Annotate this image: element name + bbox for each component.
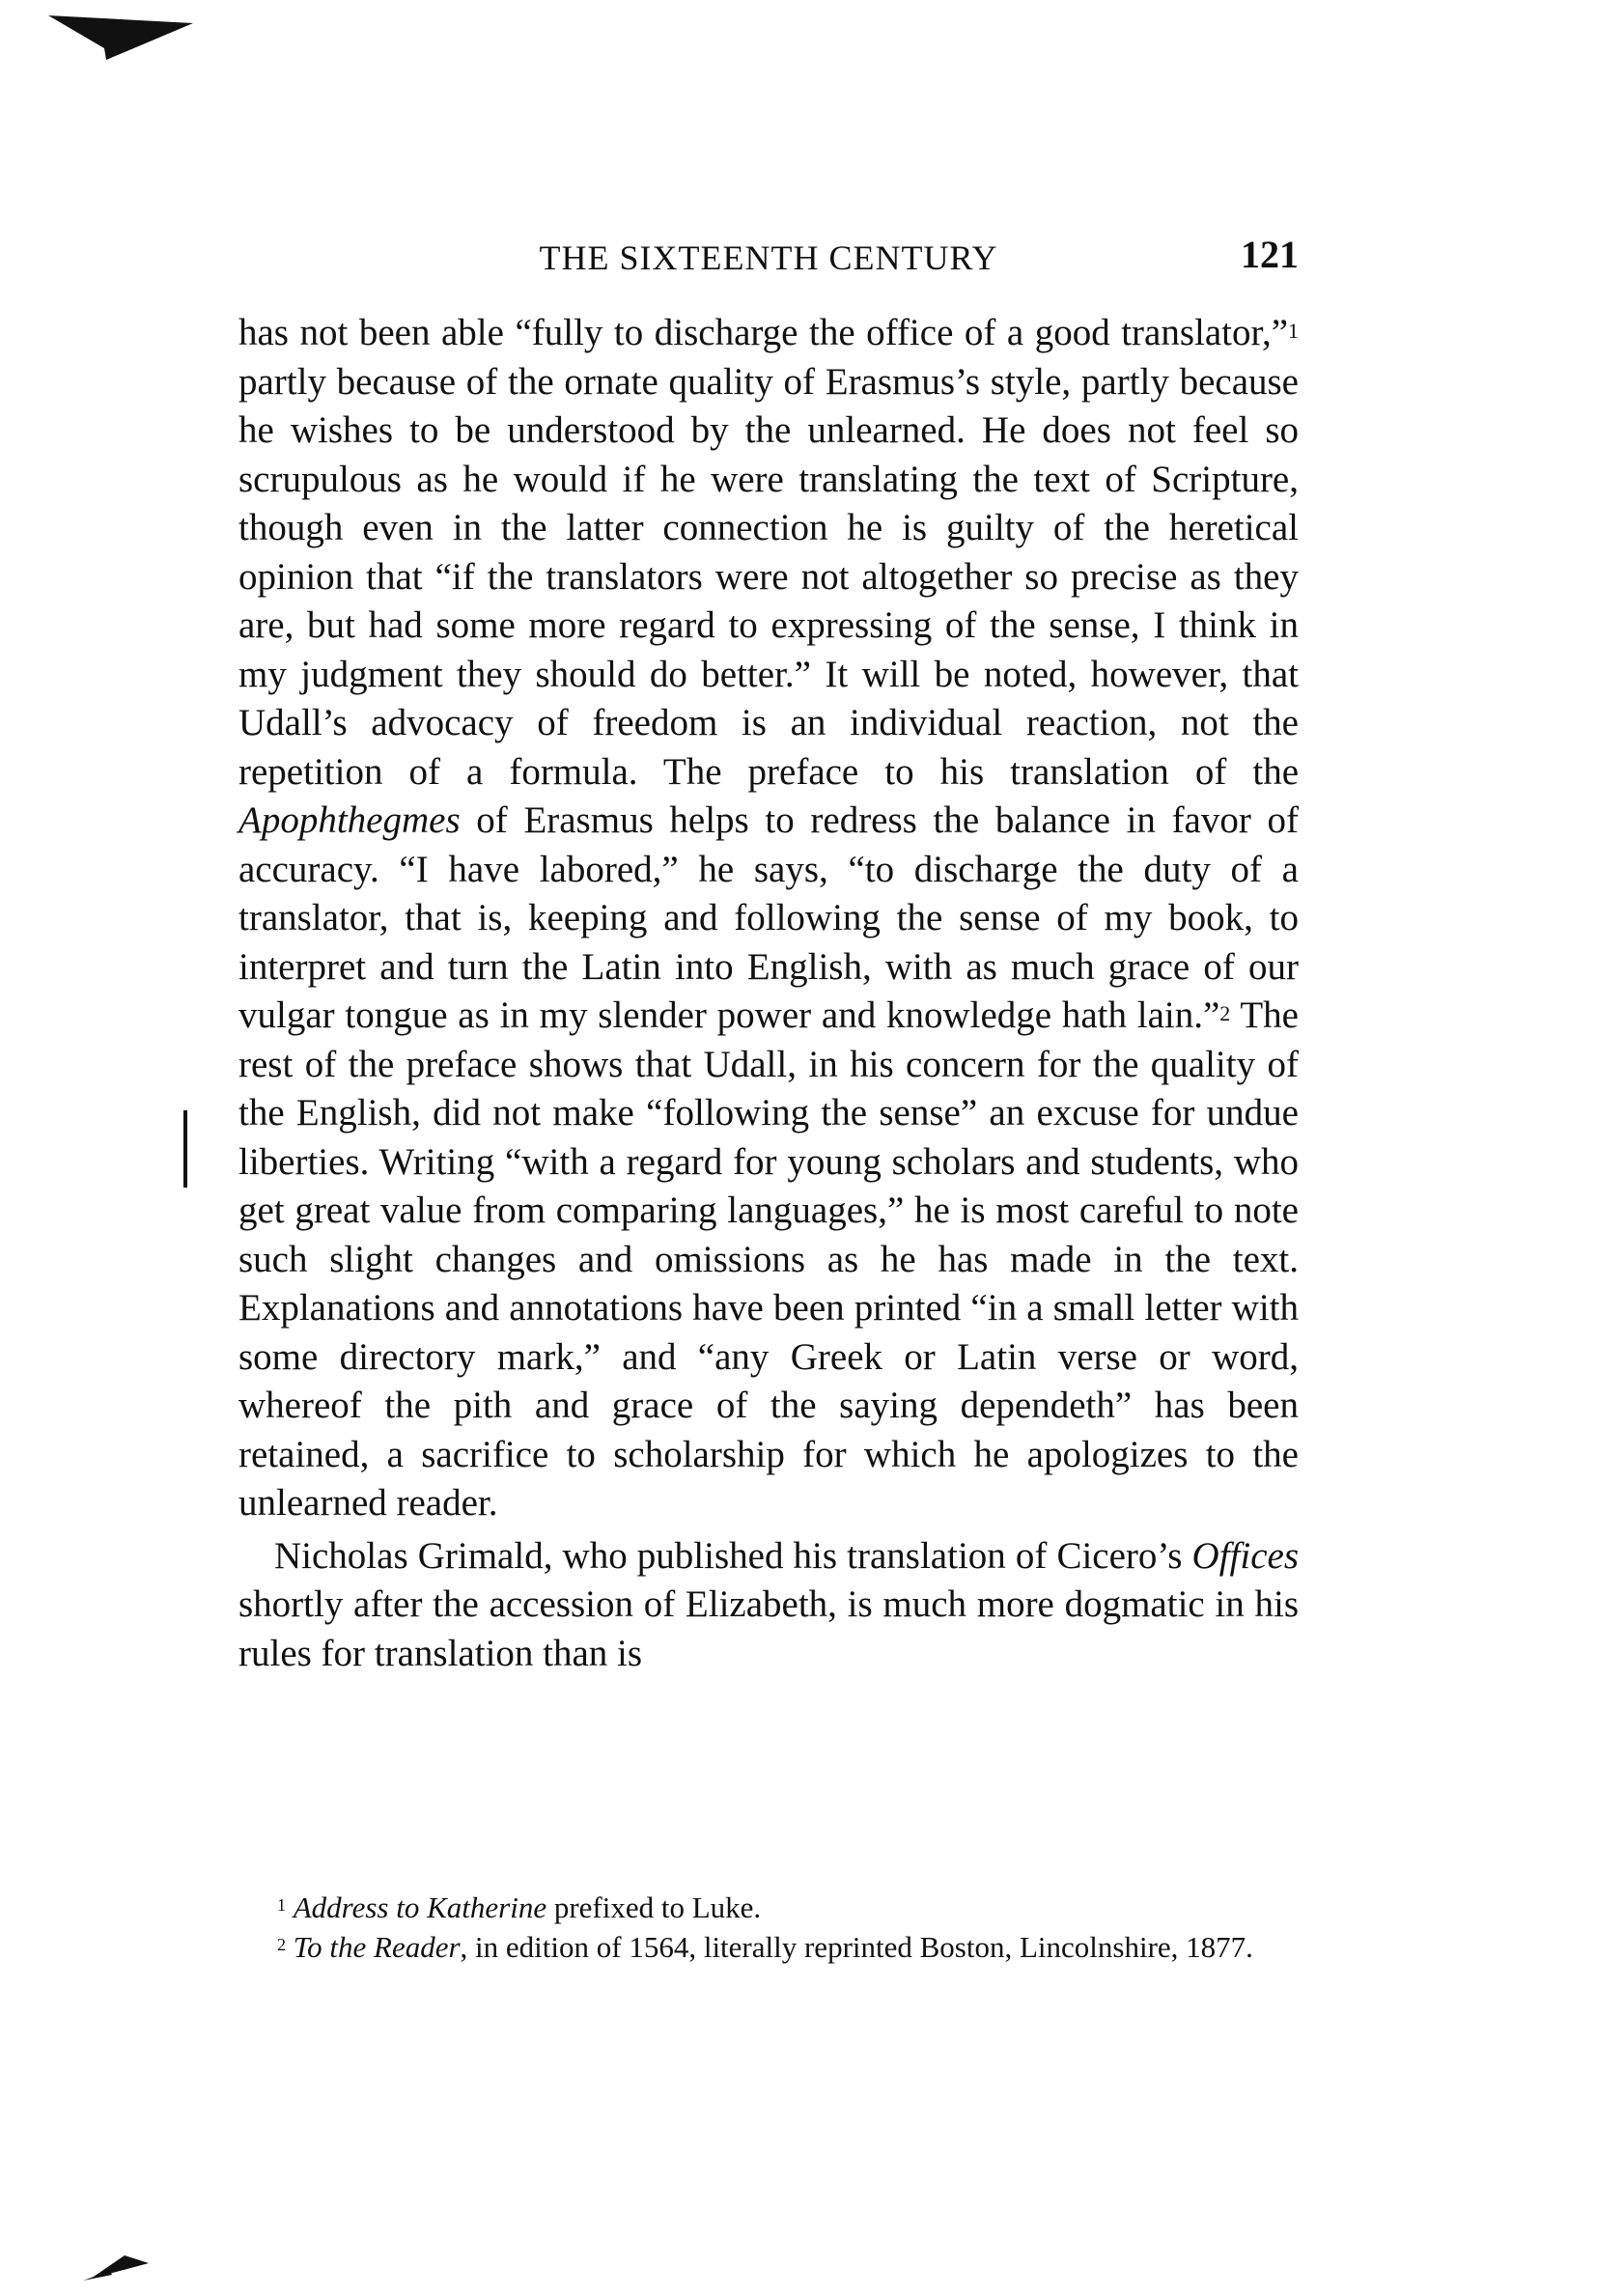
footnote-2-text: , in edition of 1564, literally reprinted Boston, Lincolnshire, 1877.	[460, 1930, 1253, 1964]
paragraph-1	[238, 309, 1299, 1528]
p1-segment-4: The rest of the preface shows that Udall, in his concern for the quality of the English, did not make “following the sense” an excuse for undue liberties. Writing “with a regard for young scholars and students, who get great value from comparing languages,” he is most careful to note such slight changes and omissions as he has made in the text. Explanations and annotations have been printed “in a small letter with some directory mark,” and “any Greek or Latin verse or word, whereof the pith and grace of the saying dependeth” has been retained, a sacrifice to scholarship for which he apologizes to the unlearned reader.	[238, 994, 1299, 1524]
apophthegmes-title: Apophthegmes	[238, 799, 461, 841]
paragraph-2	[238, 1532, 1299, 1679]
p1-segment-3: of Erasmus helps to redress the balance in favor of accuracy. “I have labored,” he says, “to discharge the duty of a translator, that is, keeping and following the sense of my book, to interpret and turn the Latin into English, with as much grace of our vulgar tongue as in my slender power and knowledge hath lain.”	[238, 799, 1299, 1036]
footnote-ref-1: 1	[1288, 319, 1299, 343]
margin-bar	[183, 1110, 187, 1188]
offices-title: Offices	[1191, 1534, 1299, 1577]
p2-segment-2: shortly after the accession of Elizabeth, is much more dogmatic in his rules for translation than is	[238, 1583, 1299, 1674]
footnote-ref-2: 2	[1219, 1001, 1231, 1025]
page-number: 121	[1241, 233, 1299, 276]
running-title: THE SIXTEENTH CENTURY	[539, 238, 998, 277]
footnotes	[238, 1888, 1299, 1967]
corner-arrow-mark-icon	[48, 14, 193, 62]
footnote-1-text: prefixed to Luke.	[546, 1890, 762, 1924]
corner-bottom-mark-icon	[81, 2242, 168, 2281]
running-head	[238, 232, 1299, 280]
p1-segment-2: partly because of the ornate quality of Erasmus’s style, partly because he wishes to be understood by the unlearned. He does not feel so scrupulous as he would if he were translating the text of Scripture, though even in the latter connection he is guilty of the heretical opinion that “if the translators were not altogether so precise as they are, but had some more regard to expressing of the sense, I think in my judgment they should do better.” It will be noted, however, that Udall’s advocacy of freedom is an individual reaction, not the repetition of a formula. The preface to his translation of the	[238, 360, 1299, 793]
footnote-marker-2: 2	[277, 1935, 286, 1954]
footnote-1-title: Address to Katherine	[293, 1890, 547, 1924]
p2-segment-1: Nicholas Grimald, who published his translation of Cicero’s	[274, 1534, 1192, 1577]
footnote-marker-1: 1	[277, 1895, 286, 1915]
p1-segment-1: has not been able “fully to discharge the office of a good translator,”	[238, 312, 1288, 353]
footnote-2	[238, 1927, 1299, 1967]
footnote-1	[238, 1888, 1299, 1927]
body-text	[238, 309, 1299, 1678]
footnote-2-title: To the Reader	[293, 1930, 461, 1964]
